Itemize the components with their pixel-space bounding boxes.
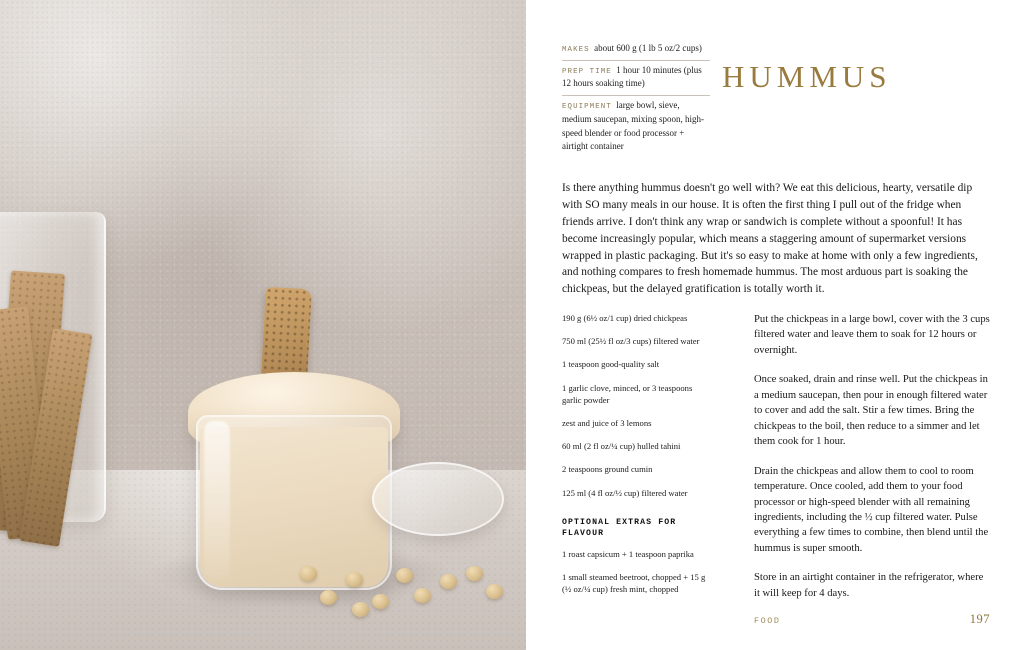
meta-row-makes bbox=[562, 42, 710, 61]
method-step: Drain the chickpeas and allow them to cool to room temperature. Once cooled, add them to your food processor or high-speed blender with all remaining ingredients, including the ½ cup filtered water. Pulse everything a few times to combine, then blend until the hummus is super smooth. bbox=[754, 465, 989, 554]
ingredient-item: 60 ml (2 fl oz/¼ cup) hulled tahini bbox=[562, 441, 681, 452]
chickpea bbox=[486, 584, 503, 599]
optional-extra-item: 1 roast capsicum + 1 teaspoon paprika bbox=[562, 548, 694, 559]
method-step: Put the chickpeas in a large bowl, cover with the 3 cups filtered water and leave them to soak for 12 hours or overnight. bbox=[754, 314, 990, 356]
ingredients-list bbox=[562, 312, 712, 607]
chickpea bbox=[414, 588, 431, 603]
method-step: Store in an airtight container in the refrigerator, where it will keep for 4 days. bbox=[754, 572, 984, 599]
chickpea bbox=[352, 602, 369, 617]
chickpea bbox=[372, 594, 389, 609]
ingredient-item: zest and juice of 3 lemons bbox=[562, 418, 652, 429]
meta-value-prep-time: 1 hour 10 minutes (plus 12 hours soaking time) bbox=[562, 64, 702, 89]
chickpea bbox=[320, 590, 337, 605]
recipe-intro: Is there anything hummus doesn't go well with? We eat this delicious, hearty, versatile dip with SO many meals in our house. It is often the first thing I pull out of the fridge when friends arrive. I don't think any wrap or sandwich is complete without a spoonful! It has become increasingly popular, which means a staggering amount of supermarket versions wrapped in plastic packaging. But it's so easy to make at home with only a few ingredients, and nothing compares to fresh homemade hummus. The most arduous part is soaking the chickpeas, but the delayed gratification is totally worth it. bbox=[562, 182, 978, 296]
chickpea bbox=[346, 572, 363, 587]
meta-label-equipment: EQUIPMENT bbox=[562, 103, 612, 112]
chickpea bbox=[440, 574, 457, 589]
method-step: Once soaked, drain and rinse well. Put the chickpeas in a medium saucepan, then pour in enough filtered water to cover and add the salt. Stir a few times. Bring the chickpeas to the boil, then reduce to a simmer and let them cook for 1 hour. bbox=[754, 374, 988, 448]
jar-highlight bbox=[204, 421, 230, 579]
ingredient-item: 750 ml (25½ fl oz/3 cups) filtered water bbox=[562, 336, 700, 347]
meta-row-prep-time bbox=[562, 61, 710, 96]
ingredient-item: 2 teaspoons ground cumin bbox=[562, 464, 653, 475]
jar-lid bbox=[372, 462, 504, 536]
meta-value-makes: about 600 g (1 lb 5 oz/2 cups) bbox=[594, 43, 702, 53]
ingredient-item: 1 teaspoon good-quality salt bbox=[562, 359, 660, 370]
chickpea bbox=[396, 568, 413, 583]
hummus-jar bbox=[196, 415, 392, 590]
ingredient-item: 1 garlic clove, minced, or 3 teaspoons garlic powder bbox=[562, 382, 693, 405]
meta-label-prep-time: PREP TIME bbox=[562, 67, 612, 76]
page-title: HUMMUS bbox=[722, 58, 892, 94]
ingredient-item: 125 ml (4 fl oz/½ cup) filtered water bbox=[562, 487, 688, 498]
recipe-text-page bbox=[526, 0, 1024, 650]
chickpea bbox=[466, 566, 483, 581]
optional-extra-item: 1 small steamed beetroot, chopped + 15 g (½ oz/¼ cup) fresh mint, chopped bbox=[562, 572, 706, 595]
ingredient-item: 190 g (6½ oz/1 cup) dried chickpeas bbox=[562, 313, 688, 323]
meta-value-equipment: large bowl, sieve, medium saucepan, mixing spoon, high-speed blender or food processor + airtight container bbox=[562, 100, 704, 152]
meta-label-makes: MAKES bbox=[562, 46, 590, 54]
recipe-meta-block bbox=[562, 42, 710, 158]
page-number: 197 bbox=[969, 612, 990, 626]
footer-category: FOOD bbox=[754, 616, 781, 626]
crispbread-glass bbox=[0, 212, 106, 522]
optional-extras-heading: OPTIONAL EXTRAS FOR FLAVOUR bbox=[562, 517, 677, 538]
method-steps bbox=[754, 312, 990, 615]
chickpea bbox=[300, 566, 317, 581]
meta-row-equipment bbox=[562, 96, 710, 158]
